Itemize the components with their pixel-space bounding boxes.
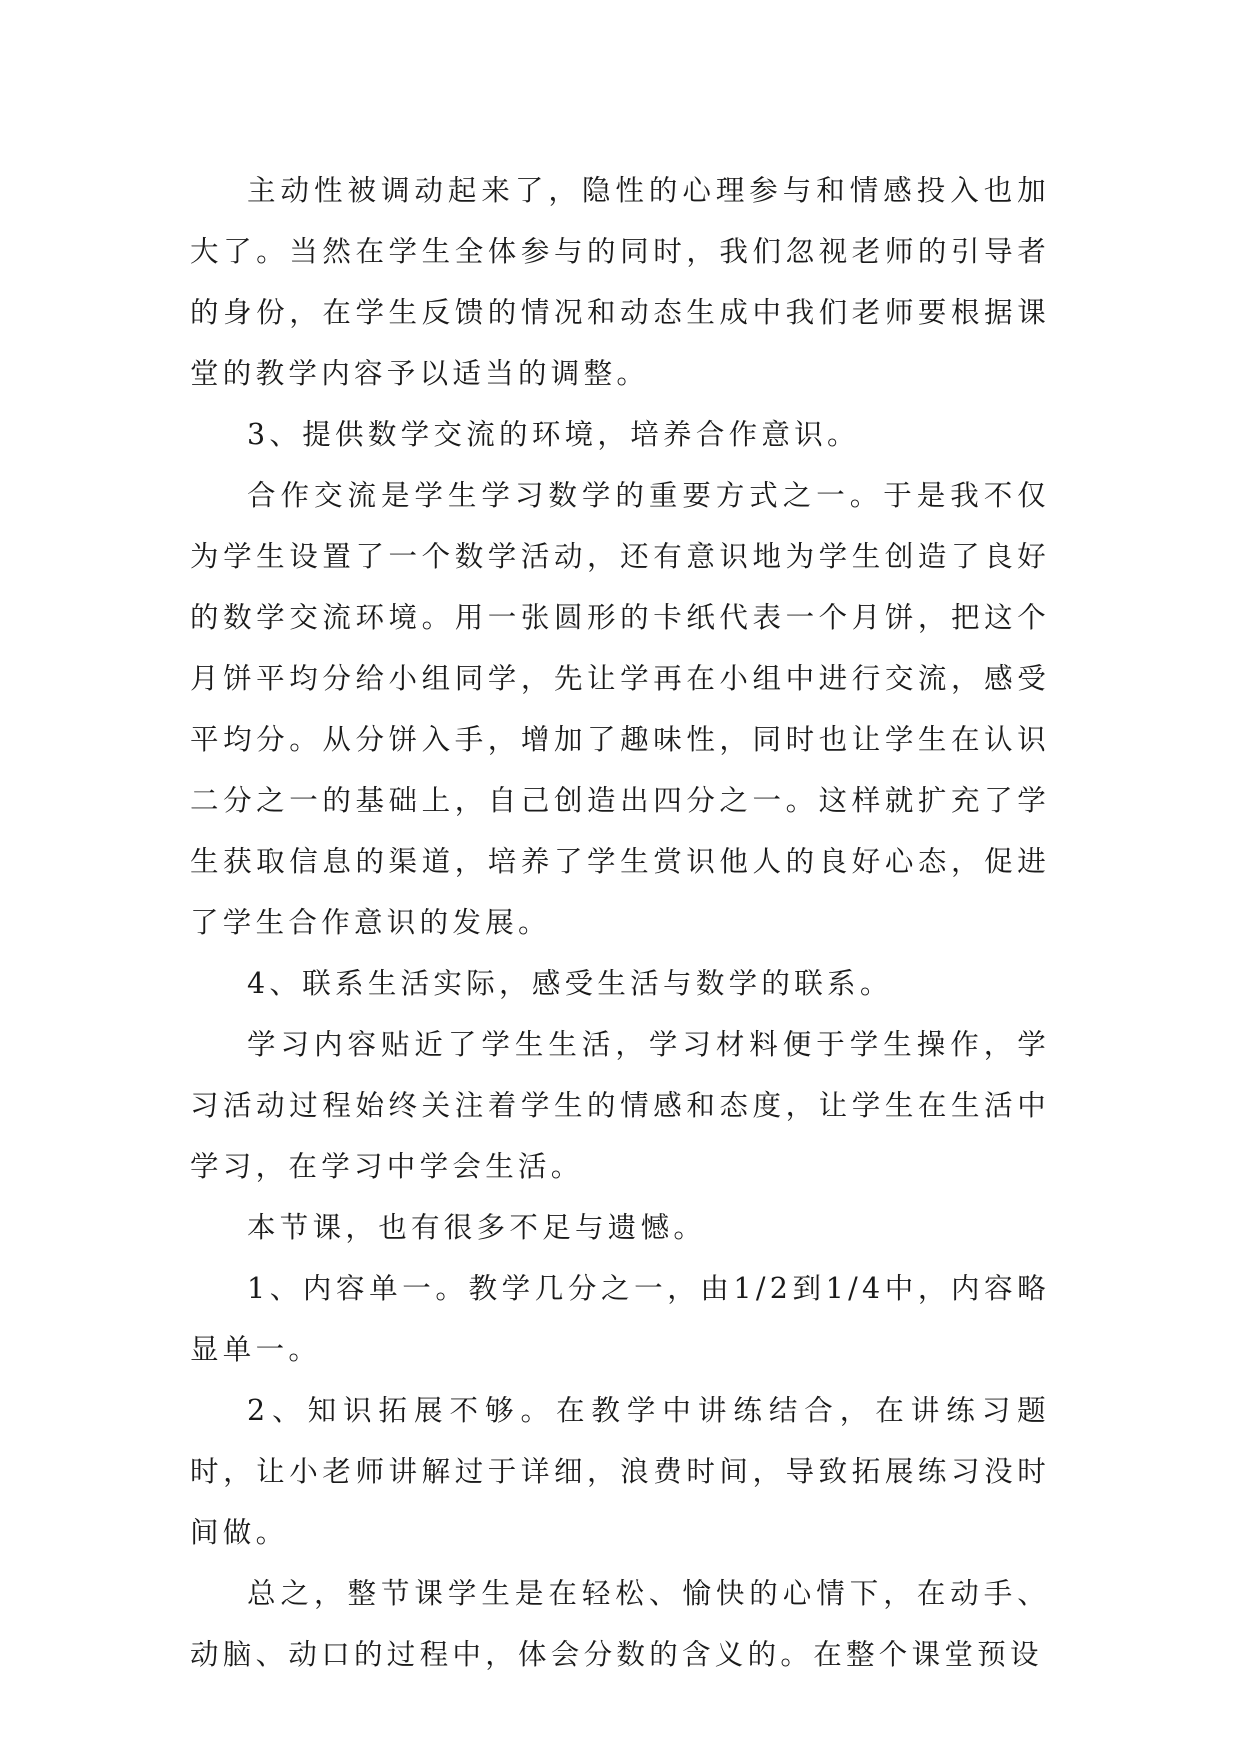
heading-3: 3、提供数学交流的环境，培养合作意识。 [247, 418, 860, 451]
heading-4: 4、联系生活实际，感受生活与数学的联系。 [247, 967, 893, 1000]
paragraph-3: 学习内容贴近了学生生活，学习材料便于学生操作，学习活动过程始终关注着学生的情感和态度，让学生在生活中学习，在学习中学会生活。 [190, 1028, 1050, 1183]
paragraph-1: 主动性被调动起来了，隐性的心理参与和情感投入也加大了。当然在学生全体参与的同时，我们忽视老师的引导者的身份，在学生反馈的情况和动态生成中我们老师要根据课堂的教学内容予以适当的调整。 [190, 174, 1050, 390]
list-item-1: 1、内容单一。教学几分之一，由1/2到1/4中，内容略显单一。 [190, 1272, 1050, 1366]
paragraph-5: 总之，整节课学生是在轻松、愉快的心情下，在动手、动脑、动口的过程中，体会分数的含义的。在整个课堂预设 [190, 1577, 1050, 1671]
document-body [190, 160, 1050, 1685]
paragraph-2: 合作交流是学生学习数学的重要方式之一。于是我不仅为学生设置了一个数学活动，还有意识地为学生创造了良好的数学交流环境。用一张圆形的卡纸代表一个月饼，把这个月饼平均分给小组同学，先让学再在小组中进行交流，感受平均分。从分饼入手，增加了趣味性，同时也让学生在认识二分之一的基础上，自己创造出四分之一。这样就扩充了学生获取信息的渠道，培养了学生赏识他人的良好心态，促进了学生合作意识的发展。 [190, 479, 1050, 939]
paragraph-4: 本节课，也有很多不足与遗憾。 [247, 1211, 707, 1244]
list-item-2: 2、知识拓展不够。在教学中讲练结合，在讲练习题时，让小老师讲解过于详细，浪费时间，导致拓展练习没时间做。 [190, 1394, 1050, 1549]
